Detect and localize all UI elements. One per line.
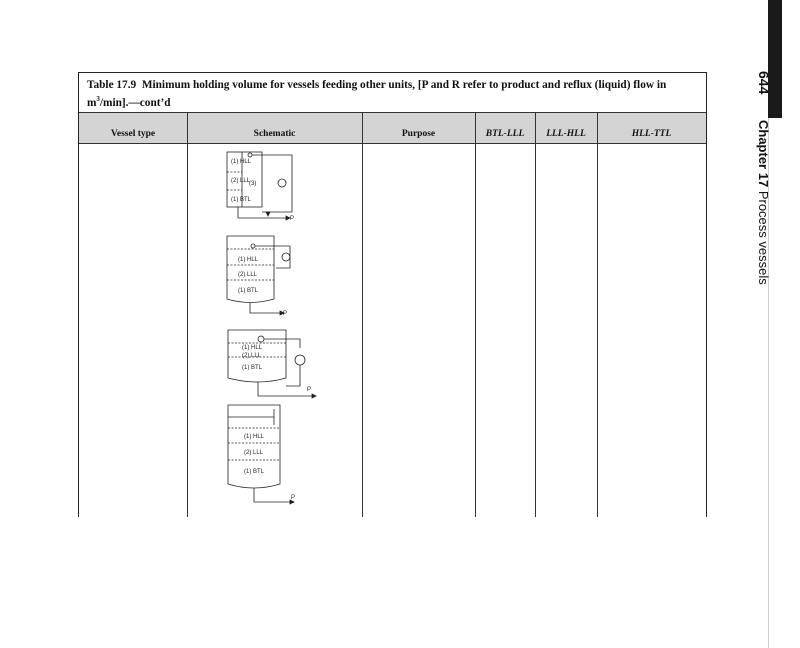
label-lll: (2) LLL [238,272,258,278]
inlet-nozzle-icon [258,336,264,342]
chapter-title: Process vessels [756,190,771,285]
pump-icon [282,253,290,261]
outlet-label: P [307,387,312,393]
schematic-3 [228,330,316,398]
label-hll: (1) HLL [238,257,259,263]
caption-text: Minimum holding volume for vessels feeding other units, [P and R refer to product and reflux (liquid) flow in $m^3/\min].—cont’d$ [87,79,667,109]
outlet-label: P [291,495,296,501]
pump-icon [278,179,286,187]
label-hll: (1) HLL [242,345,263,351]
label-hll: (1) HLL [244,434,265,440]
col-lll-hll: LLL-HLL [546,129,586,139]
col-purpose: Purpose [401,129,436,139]
label-lll: (2) LLL [242,353,262,359]
label-btl: (1) BTL [242,365,263,371]
label-btl: (1) BTL [238,288,259,294]
col-hll-ttl: HLL-TTL [631,129,672,139]
outlet-label: P [283,311,288,317]
label-lll: (2) LLL [231,178,251,184]
schematic-2 [227,236,290,317]
label-lll: (2) LLL [244,450,264,456]
col-vessel-type: Vessel type [110,129,156,139]
col-btl-lll: BTL-LLL [485,129,525,139]
label-3: (3) [249,181,257,187]
outlet-arrow-icon [312,394,316,398]
label-btl: (1) BTL [231,197,252,203]
label-hll: (1) HLL [231,159,252,165]
inlet-nozzle-icon [251,244,255,248]
schematic-1 [227,152,294,222]
col-schematic: Schematic [253,129,296,139]
caption-label: Table 17.9 [87,79,137,91]
schematic-4 [228,405,295,504]
page-number: 644 [756,71,772,95]
outlet-label: P [290,216,295,222]
label-btl: (1) BTL [244,469,265,475]
chapter-label: Chapter 17 [756,119,771,188]
pump-icon [295,355,305,365]
vessel-body [228,405,280,488]
inlet-nozzle-icon [248,153,252,157]
